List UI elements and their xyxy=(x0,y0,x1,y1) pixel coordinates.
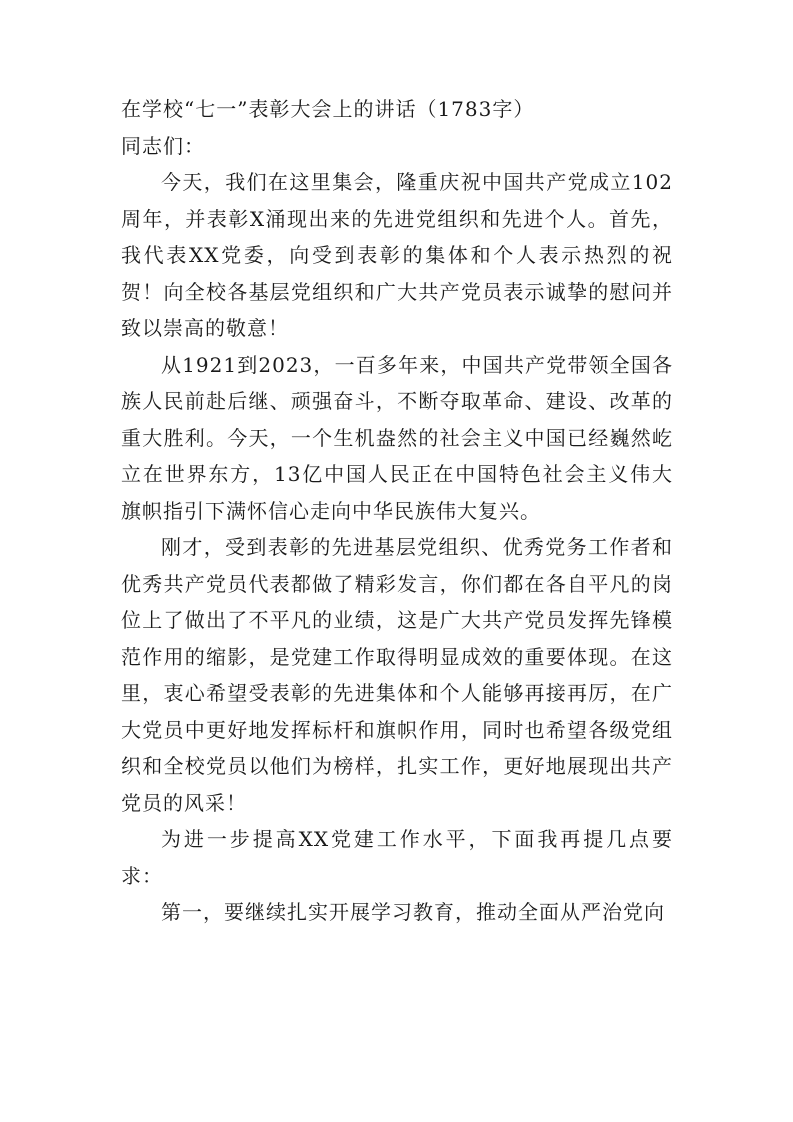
speech-title: 在学校“七一”表彰大会上的讲话（1783字） xyxy=(121,97,535,121)
paragraph-opening: 今天，我们在这里集会，隆重庆祝中国共产党成立102周年，并表彰X涌现出来的先进党组织和先进个人。首先，我代表XX党委，向受到表彰的集体和个人表示热烈的祝贺！向全校各基层党组织和广大共产党员表示诚挚的慰问并致以崇高的敬意！ xyxy=(121,170,673,340)
document-body xyxy=(121,91,673,931)
paragraph-history: 从1921到2023，一百多年来，中国共产党带领全国各族人民前赴后继、顽强奋斗，不断夺取革命、建设、改革的重大胜利。今天，一个生机盎然的社会主义中国已经巍然屹立在世界东方，13亿中国人民正在中国特色社会主义伟大旗帜指引下满怀信心走向中华民族伟大复兴。 xyxy=(121,352,673,523)
salutation: 同志们： xyxy=(121,133,205,158)
paragraph-commendation: 刚才，受到表彰的先进基层党组织、优秀党务工作者和优秀共产党员代表都做了精彩发言，你们都在各自平凡的岗位上了做出了不平凡的业绩，这是广大共产党员发挥先锋模范作用的缩影，是党建工作取得明显成效的重要体现。在这里，衷心希望受表彰的先进集体和个人能够再接再厉，在广大党员中更好地发挥标杆和旗帜作用，同时也希望各级党组织和全校党员以他们为榜样，扎实工作，更好地展现出共产党员的风采！ xyxy=(121,535,673,815)
paragraph-first-requirement: 第一，要继续扎实开展学习教育，推动全面从严治党向 xyxy=(161,900,665,924)
paragraph-requirements-intro: 为进一步提高XX党建工作水平，下面我再提几点要求： xyxy=(121,827,673,888)
